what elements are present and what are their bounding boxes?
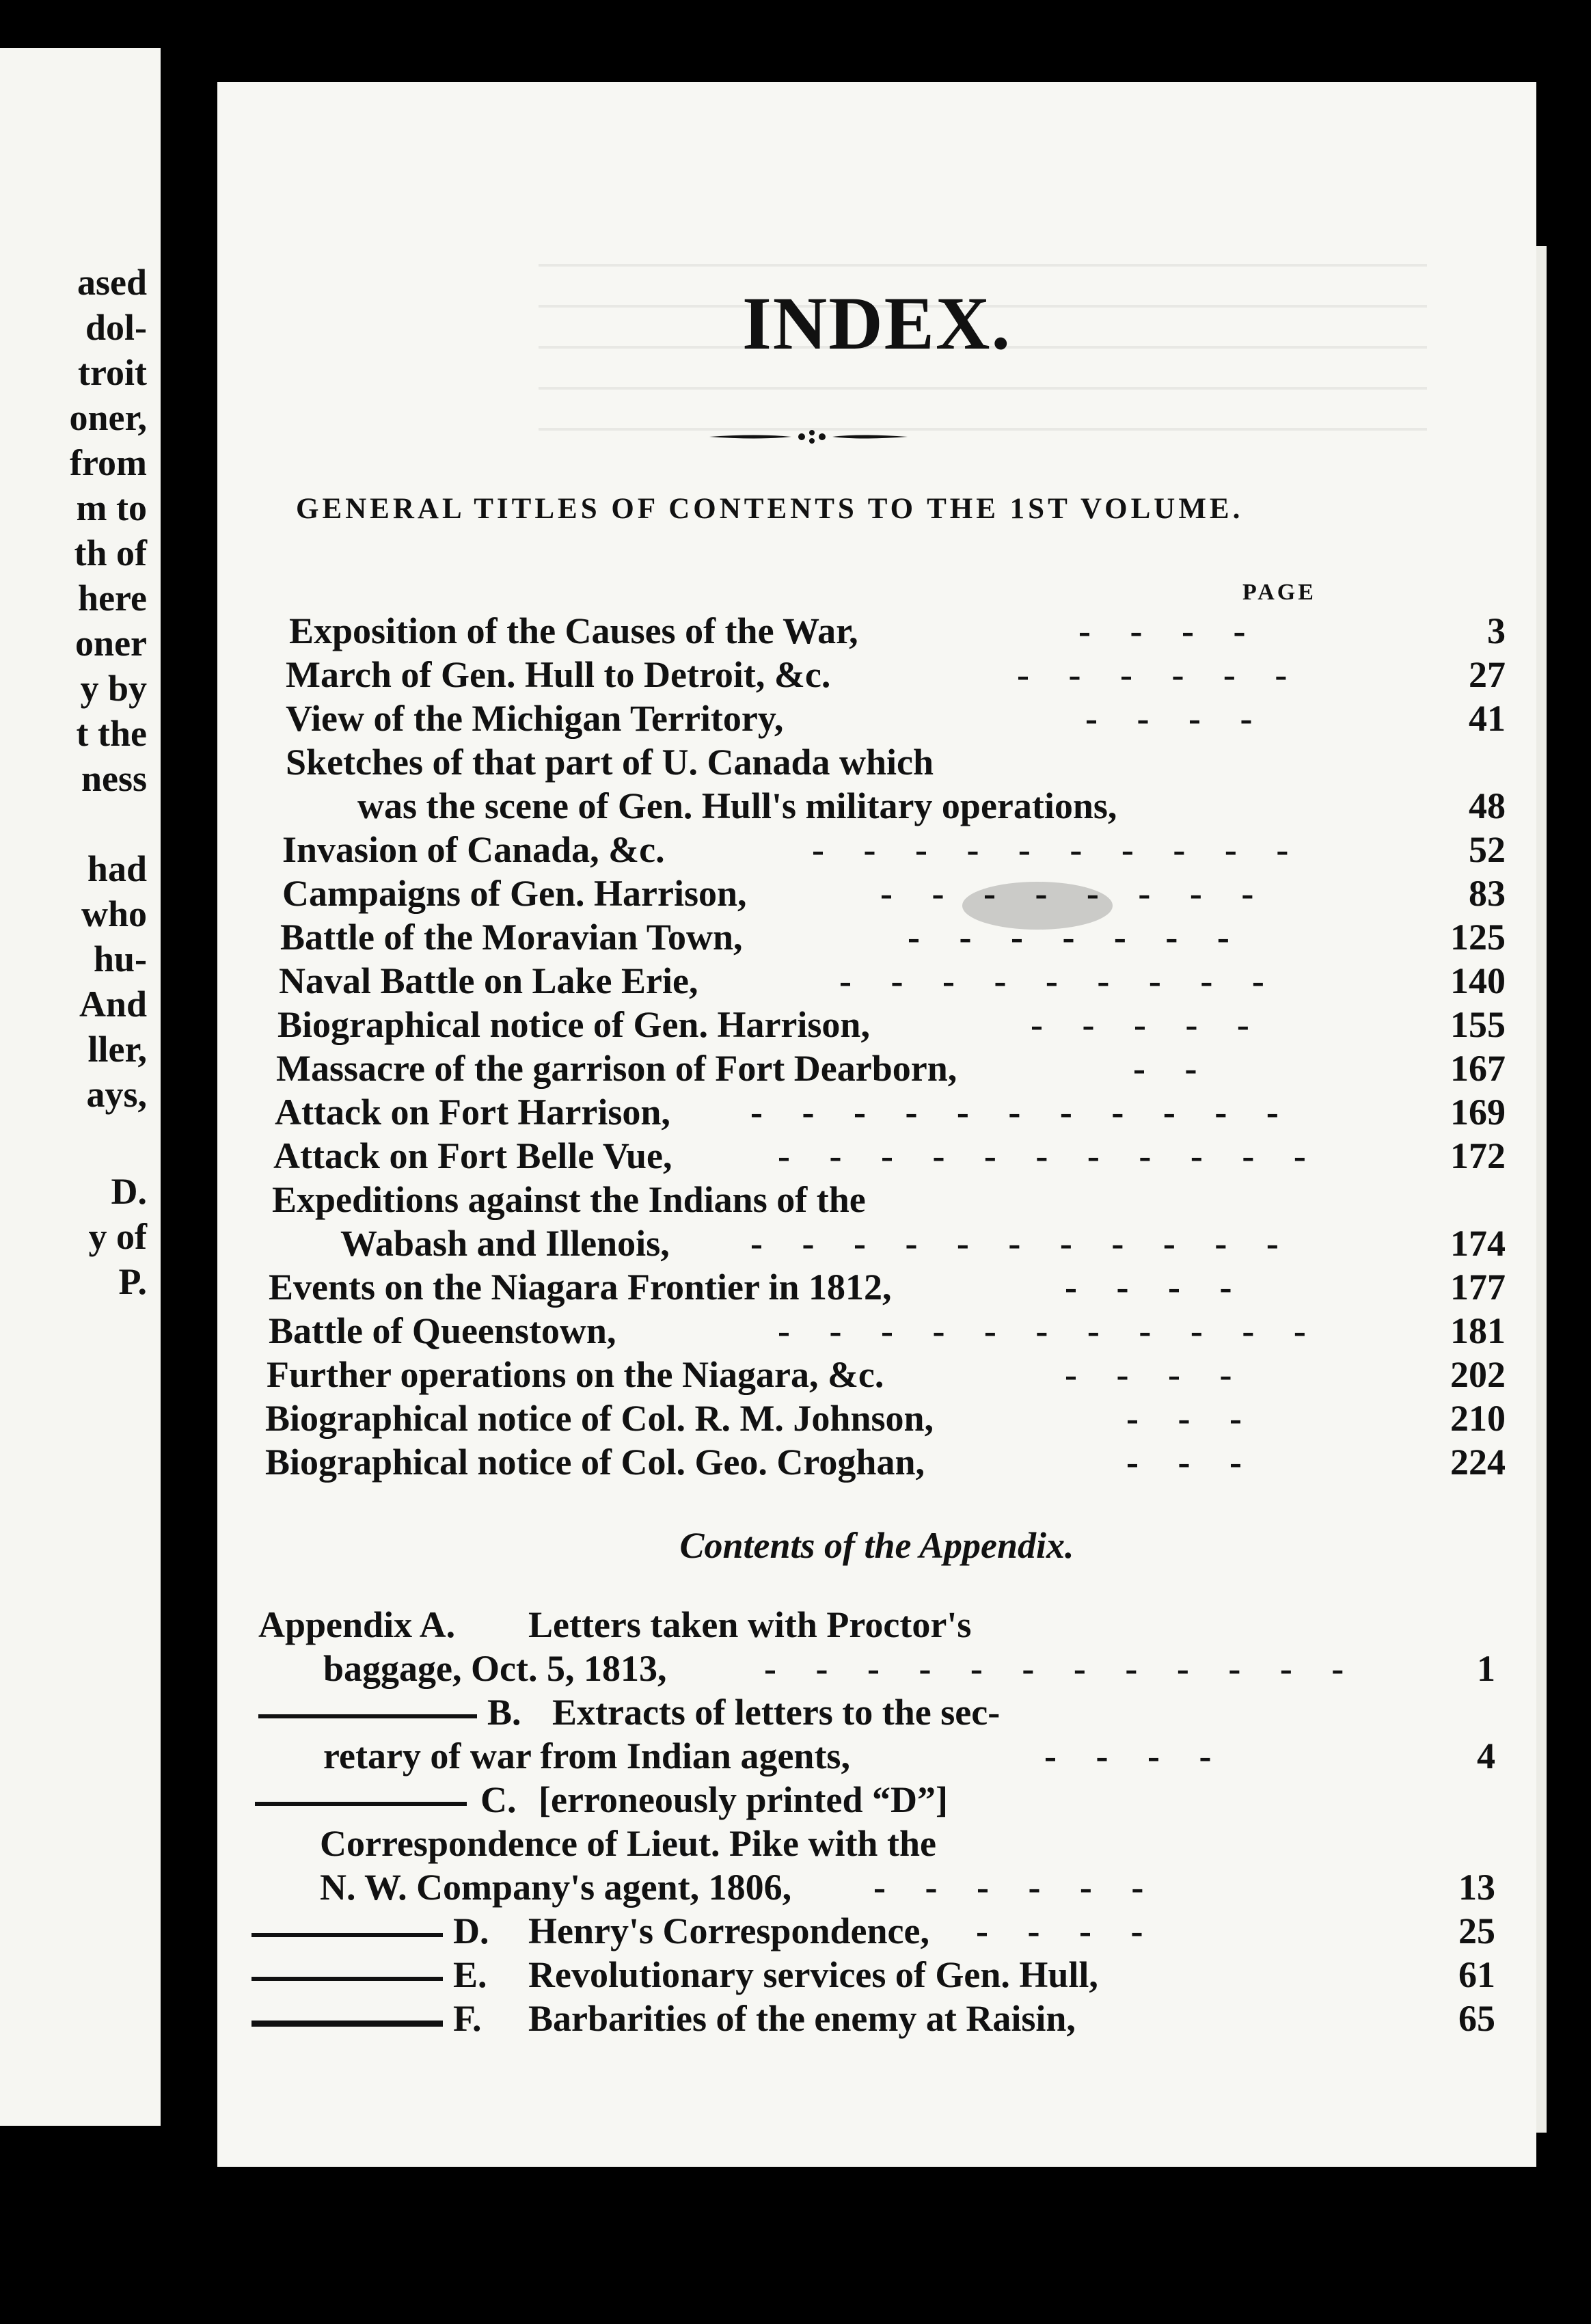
entry-title: Biographical notice of Col. R. M. Johnson, (265, 1398, 934, 1439)
index-entry (217, 1265, 1536, 1310)
facing-text-fragment: ller, (87, 1029, 147, 1070)
leader-dots: - - - - - - - - - - - (778, 1310, 1321, 1351)
entry-title: Attack on Fort Belle Vue, (273, 1135, 672, 1176)
appendix-label: B. (487, 1692, 521, 1733)
entry-title: Campaigns of Gen. Harrison, (282, 873, 747, 914)
appendix-title: [erroneously printed “D”] (539, 1779, 948, 1820)
index-entry (217, 827, 1536, 872)
leader-dots: - - - - - (1031, 1004, 1264, 1045)
index-entry (217, 1308, 1536, 1353)
leader-dots: - - - - - - - - - - - - (764, 1648, 1359, 1689)
entry-title: Exposition of the Causes of the War, (289, 610, 858, 651)
ditto-rule (251, 1933, 443, 1937)
facing-text-fragment: from (70, 442, 147, 483)
index-entry (217, 783, 1536, 828)
leader-dots: - - - - - - - - - - (812, 829, 1304, 870)
appendix-title: Barbarities of the enemy at Raisin, (528, 1998, 1076, 2039)
appendix-entry (217, 1602, 1536, 1647)
entry-title: was the scene of Gen. Hull's military operations, (357, 785, 1117, 826)
index-page (217, 82, 1536, 2167)
entry-title: Events on the Niagara Frontier in 1812, (269, 1267, 892, 1308)
facing-text-fragment: D. (111, 1171, 147, 1212)
appendix-page: 4 (1477, 1735, 1495, 1776)
appendix-entry (217, 1821, 1536, 1866)
index-entry (217, 1177, 1536, 1222)
facing-text-fragment: oner (75, 623, 147, 664)
facing-text-fragment: ased (77, 262, 147, 303)
entry-page: 140 (1450, 960, 1506, 1001)
entry-title: View of the Michigan Territory, (286, 698, 784, 739)
leader-dots: - - - - - - - - - - - (750, 1092, 1294, 1133)
entry-page: 177 (1450, 1267, 1506, 1308)
entry-title: March of Gen. Hull to Detroit, &c. (286, 654, 831, 695)
index-entry (217, 958, 1536, 1003)
facing-text-fragment: y of (88, 1216, 147, 1257)
facing-text-fragment: ays, (86, 1074, 147, 1115)
leader-dots: - - - - (1065, 1354, 1247, 1395)
appendix-entry (217, 1908, 1536, 1954)
appendix-page: 65 (1458, 1998, 1495, 2039)
index-entry (217, 1002, 1536, 1047)
leader-dots: - - - - - - - - (880, 873, 1269, 914)
facing-text-fragment: ness (81, 758, 147, 799)
appendix-entry (217, 1777, 1536, 1822)
entry-page: 41 (1469, 698, 1506, 739)
leader-dots: - - - - - - - (908, 917, 1245, 958)
leader-dots: - - - - - - - - - - - (750, 1223, 1294, 1264)
appendix-title: N. W. Company's agent, 1806, (320, 1867, 792, 1908)
entry-page: 174 (1450, 1223, 1506, 1264)
leader-dots: - - - (1126, 1442, 1257, 1483)
entry-page: 172 (1450, 1135, 1506, 1176)
entry-page: 27 (1469, 654, 1506, 695)
entry-title: Battle of the Moravian Town, (280, 917, 743, 958)
index-entry (217, 1352, 1536, 1397)
index-entry (217, 915, 1536, 960)
entry-page: 167 (1450, 1048, 1506, 1089)
index-entry (217, 1396, 1536, 1441)
appendix-title: baggage, Oct. 5, 1813, (323, 1648, 667, 1689)
entry-page: 155 (1450, 1004, 1506, 1045)
leader-dots: - - - - (976, 1910, 1158, 1951)
entry-title: Sketches of that part of U. Canada which (286, 742, 934, 783)
index-entry (217, 696, 1536, 741)
index-entry (217, 740, 1536, 785)
facing-text-fragment: oner, (69, 397, 147, 438)
facing-text-fragment: hu- (93, 938, 147, 979)
entry-title: Biographical notice of Col. Geo. Croghan, (265, 1442, 925, 1483)
entry-title: Biographical notice of Gen. Harrison, (277, 1004, 870, 1045)
entry-title: Expeditions against the Indians of the (272, 1179, 866, 1220)
entry-page: 210 (1450, 1398, 1506, 1439)
page-column-label: PAGE (1242, 580, 1316, 605)
leader-dots: - - - - - - - - - (839, 960, 1279, 1001)
appendix-title: Correspondence of Lieut. Pike with the (320, 1823, 936, 1864)
leader-dots: - - - - (1044, 1735, 1227, 1776)
facing-text-fragment: had (87, 848, 147, 889)
facing-text-fragment: troit (78, 352, 147, 393)
index-entry (217, 1440, 1536, 1485)
appendix-title: Extracts of letters to the sec- (552, 1692, 1001, 1733)
ditto-rule (255, 1802, 467, 1806)
facing-text-fragment: And (79, 984, 147, 1025)
leader-dots: - - - (1126, 1398, 1257, 1439)
entry-title: Naval Battle on Lake Erie, (279, 960, 698, 1001)
facing-text-fragment: t the (76, 713, 147, 754)
ditto-rule (258, 1714, 477, 1718)
ditto-rule (251, 1977, 443, 1981)
appendix-title: Letters taken with Proctor's (528, 1604, 972, 1645)
entry-title: Further operations on the Niagara, &c. (267, 1354, 884, 1395)
facing-text-fragment: th of (74, 532, 147, 573)
facing-text-fragment: m to (76, 487, 147, 528)
entry-page: 181 (1450, 1310, 1506, 1351)
appendix-page: 61 (1458, 1954, 1495, 1995)
facing-text-fragment: who (81, 893, 147, 934)
leader-dots: - - - - (1085, 698, 1268, 739)
index-entry (217, 1221, 1536, 1266)
appendix-title: retary of war from Indian agents, (323, 1735, 850, 1776)
appendix-label: E. (453, 1954, 487, 1995)
index-entry (217, 1046, 1536, 1091)
leader-dots: - - - - (1078, 610, 1261, 651)
appendix-entry (217, 1690, 1536, 1735)
appendix-label: Appendix A. (258, 1604, 456, 1645)
appendix-title: Revolutionary services of Gen. Hull, (528, 1954, 1098, 1995)
entry-title: Battle of Queenstown, (269, 1310, 616, 1351)
index-entry (217, 608, 1536, 653)
appendix-entry (217, 1996, 1536, 2041)
appendix-page: 13 (1458, 1867, 1495, 1908)
entry-page: 202 (1450, 1354, 1506, 1395)
appendix-entry (217, 1733, 1536, 1779)
leader-dots: - - - - - - - - - - - (778, 1135, 1321, 1176)
entry-title: Attack on Fort Harrison, (275, 1092, 670, 1133)
ditto-rule (251, 2021, 443, 2027)
leader-dots: - - - - - - (873, 1867, 1159, 1908)
index-entry (217, 652, 1536, 697)
leader-dots: - - - - - - (1017, 654, 1303, 695)
appendix-entry (217, 1952, 1536, 1997)
appendix-title: Henry's Correspondence, (528, 1910, 929, 1951)
entry-title: Massacre of the garrison of Fort Dearborn, (276, 1048, 957, 1089)
appendix-heading: Contents of the Appendix. (679, 1525, 1074, 1566)
appendix-page: 1 (1477, 1648, 1495, 1689)
entry-page: 48 (1469, 785, 1506, 826)
entry-title: Invasion of Canada, &c. (282, 829, 665, 870)
facing-text-fragment: P. (118, 1261, 147, 1302)
appendix-page: 25 (1458, 1910, 1495, 1951)
appendix-label: D. (453, 1910, 489, 1951)
appendix-label: C. (480, 1779, 517, 1820)
facing-text-fragment: here (78, 578, 147, 619)
entry-title: Wabash and Illenois, (340, 1223, 670, 1264)
entry-page: 169 (1450, 1092, 1506, 1133)
facing-text-fragment: dol- (85, 307, 147, 348)
entry-page: 125 (1450, 917, 1506, 958)
entry-page: 3 (1487, 610, 1506, 651)
section-subtitle: GENERAL TITLES OF CONTENTS TO THE 1ST VOLUME. (296, 493, 1244, 525)
appendix-entry (217, 1646, 1536, 1691)
entry-page: 52 (1469, 829, 1506, 870)
leader-dots: - - - - (1065, 1267, 1247, 1308)
page-title: INDEX. (742, 282, 1011, 365)
entry-page: 83 (1469, 873, 1506, 914)
facing-text-fragment: y by (80, 668, 147, 709)
facing-page (0, 48, 161, 2126)
entry-page: 224 (1450, 1442, 1506, 1483)
index-entry (217, 871, 1536, 916)
appendix-entry (217, 1865, 1536, 1910)
ornament-icon (709, 427, 908, 447)
index-entry (217, 1133, 1536, 1178)
appendix-label: F. (453, 1998, 482, 2039)
book-gutter (161, 0, 215, 2324)
index-entry (217, 1090, 1536, 1135)
leader-dots: - - (1133, 1048, 1212, 1089)
